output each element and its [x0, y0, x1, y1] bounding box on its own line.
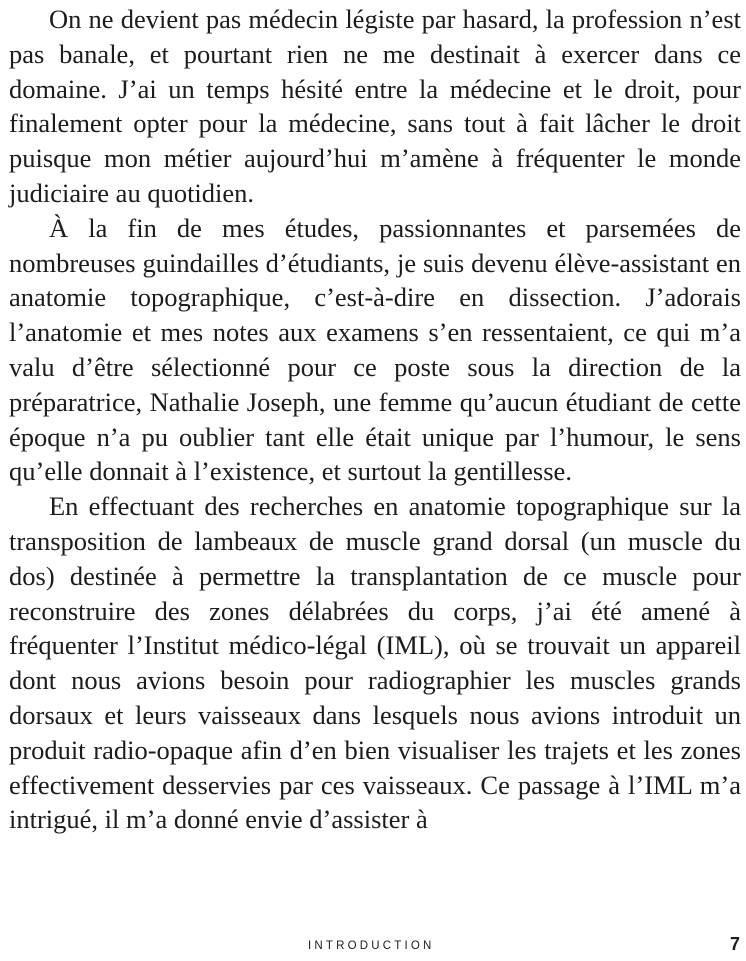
paragraph: À la fin de mes études, passionnantes et parsemées de nombreuses guindailles d’étudiants, je suis devenu élève-assistant en anatomie topographique, c’est-à-dire en dissection. J’adorais l’anatomie et mes notes aux examens s’en ressentaient, ce qui m’a valu d’être sélectionné pour ce poste sous la direction de la préparatrice, Nathalie Joseph, une femme qu’aucun étudiant de cette époque n’a pu oublier tant elle était unique par l’humour, le sens qu’elle donnait à l’existence, et surtout la gentillesse.	[9, 212, 741, 487]
body-text	[9, 2, 741, 837]
running-footer-section-label: INTRODUCTION	[308, 940, 435, 952]
paragraph: On ne devient pas médecin légiste par hasard, la profession n’est pas banale, et pourtant rien ne me destinait à exercer dans ce domaine. J’ai un temps hésité entre la médecine et le droit, pour finalement opter pour la médecine, sans tout à fait lâcher le droit puisque mon métier aujourd’hui m’amène à fréquenter le monde judiciaire au quotidien.	[9, 4, 741, 208]
paragraph: En effectuant des recherches en anatomie topographique sur la transposition de lambeaux de muscle grand dorsal (un muscle du dos) destinée à permettre la transplantation de ce muscle pour reconstruire des zones délabrées du corps, j’ai été amené à fréquenter l’Institut médico-légal (IML), où se trouvait un appareil dont nous avions besoin pour radiographier les muscles grands dorsaux et leurs vaisseaux dans lesquels nous avions introduit un produit radio-opaque afin d’en bien visualiser les trajets et les zones effectivement desservies par ces vaisseaux. Ce passage à l’IML m’a intrigué, il m’a donné envie d’assister à	[9, 491, 741, 835]
page-number: 7	[729, 934, 740, 954]
